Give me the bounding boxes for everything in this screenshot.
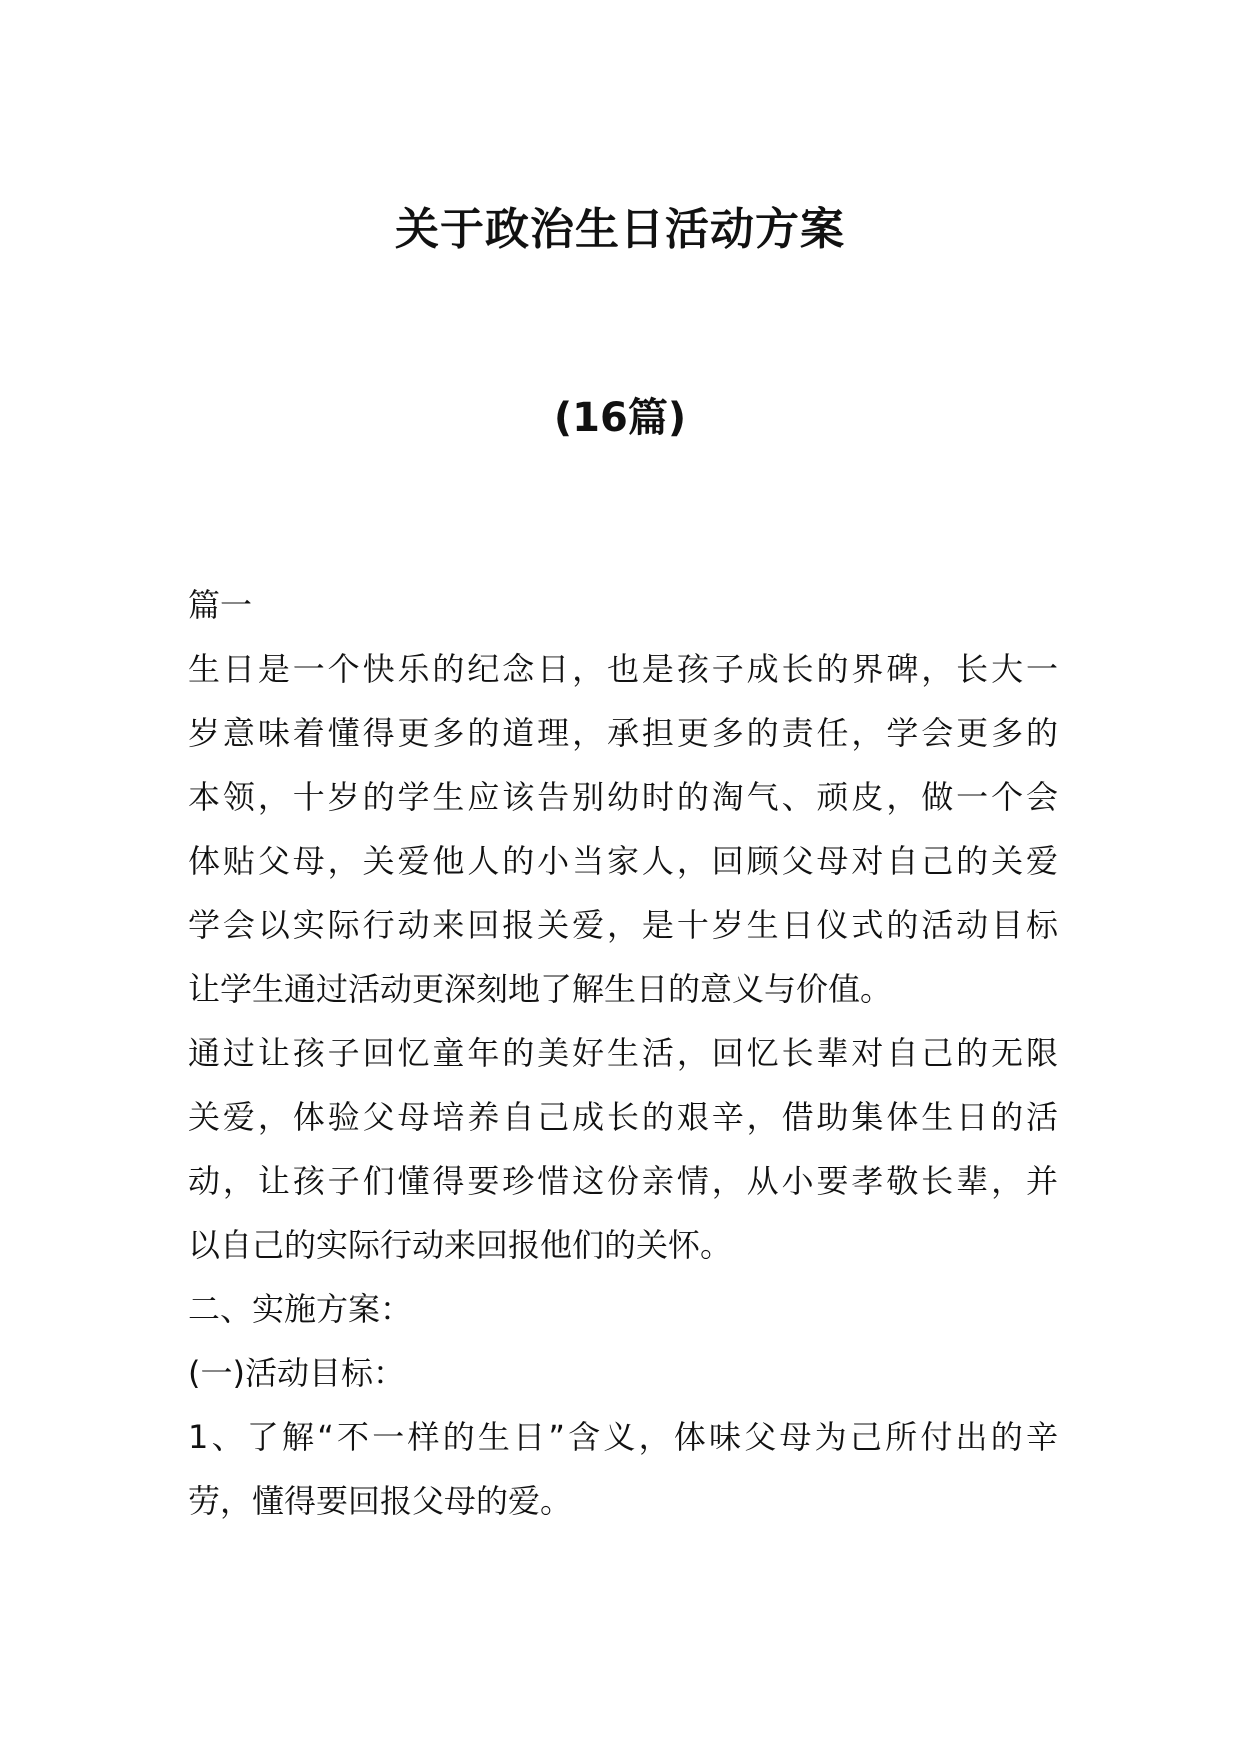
body-line: 劳，懂得要回报父母的爱。 [188, 1482, 573, 1520]
body-line: 关爱，体验父母培养自己成长的艰辛，借助集体生日的活 [188, 1098, 1058, 1136]
body-line: 二、实施方案： [188, 1290, 413, 1328]
document-subtitle: (16篇) [553, 395, 687, 441]
body-line: (一)活动目标： [188, 1354, 405, 1392]
body-line: 篇一 [188, 586, 253, 624]
body-line: 让学生通过活动更深刻地了解生日的意义与价值。 [188, 970, 893, 1008]
body-line: 学会以实际行动来回报关爱，是十岁生日仪式的活动目标 [188, 906, 1058, 944]
body-line: 生日是一个快乐的纪念日，也是孩子成长的界碑，长大一 [188, 650, 1058, 688]
document-body [188, 573, 1058, 1533]
body-line: 岁意味着懂得更多的道理，承担更多的责任，学会更多的 [188, 714, 1058, 752]
body-line: 以自己的实际行动来回报他们的关怀。 [188, 1226, 733, 1264]
document-title: 关于政治生日活动方案 [395, 204, 845, 255]
body-line: 动，让孩子们懂得要珍惜这份亲情，从小要孝敬长辈，并 [188, 1162, 1058, 1200]
body-line: 体贴父母，关爱他人的小当家人，回顾父母对自己的关爱 [188, 842, 1058, 880]
body-line: 通过让孩子回忆童年的美好生活，回忆长辈对自己的无限 [188, 1034, 1058, 1072]
body-line: 1、了解“不一样的生日”含义，体味父母为己所付出的辛 [188, 1418, 1058, 1456]
body-line: 本领，十岁的学生应该告别幼时的淘气、顽皮，做一个会 [188, 778, 1058, 816]
